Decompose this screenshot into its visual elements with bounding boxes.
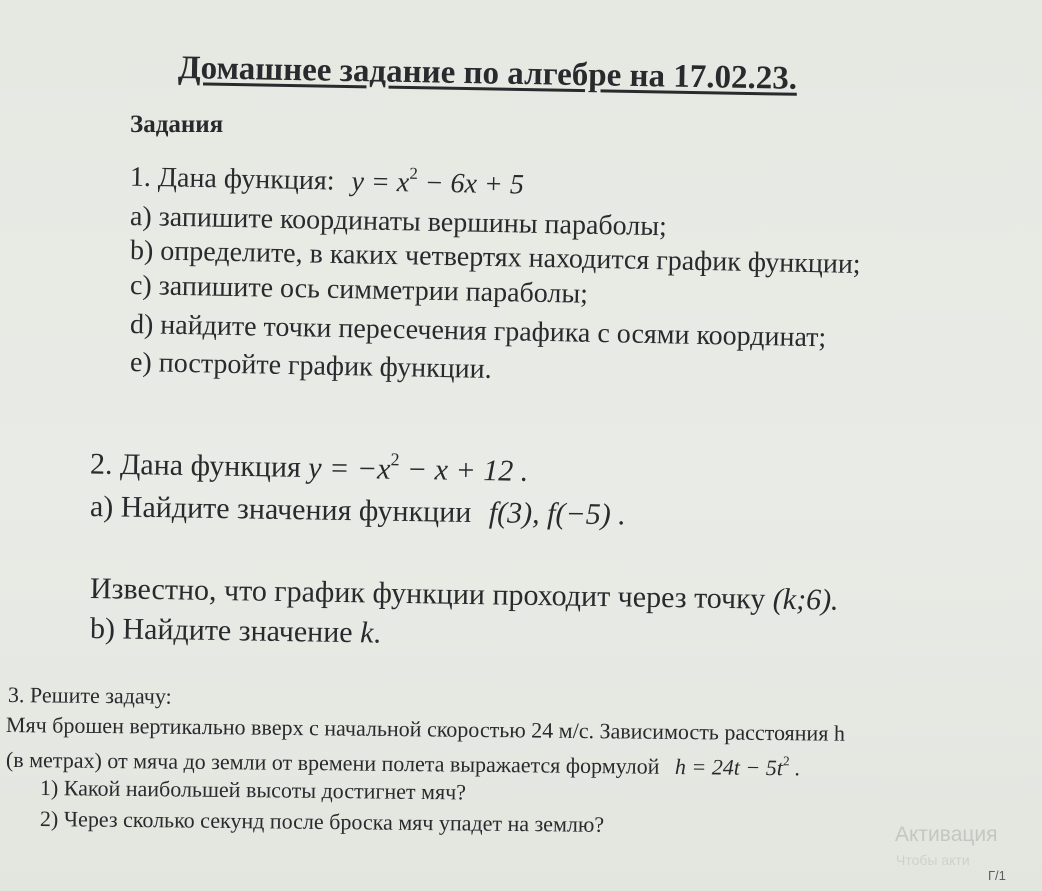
task1-formula: $y = x^2 - 6x + 5$ (351, 163, 525, 201)
task3-line2: (в метрах) от мяча до земли от времени полета выражается формулой $h = 24t - 5t^2$ . (5, 746, 801, 781)
task2-b-var: k (359, 616, 374, 650)
activation-watermark: Активация (895, 823, 998, 846)
task2-item-b: b) Найдите значение k. (89, 612, 382, 650)
task1-item-e: e) постройте график функции. (129, 347, 492, 385)
task3-heading: 3. Решите задачу: (7, 682, 172, 709)
task2-known (90, 574, 839, 616)
task2-formula: $y = -x^2 - x + 12$ . (308, 448, 529, 488)
section-heading: Задания (130, 111, 224, 138)
task2-a-text: a) Найдите значения функции (89, 490, 472, 529)
task2-a-formula: f(3), f(−5) . (488, 496, 626, 532)
corner-mark: Г/1 (988, 868, 1006, 883)
task1-item-b: b) определите, в каких четвертях находится график функции; (129, 235, 861, 281)
task3-formula: $h = 24t - 5t^2$ . (674, 753, 801, 781)
task2-b-text: b) Найдите значение (89, 612, 353, 650)
task1-item-d: d) найдите точки пересечения графика с осями координат; (129, 309, 827, 354)
task3-question-2: 2) Через сколько секунд после броска мяч упадет на землю? (39, 806, 605, 837)
task1-item-a: a) запишите координаты вершины параболы; (129, 201, 668, 243)
task1-label: 1. Дана функция: (129, 161, 335, 197)
task3-question-1: 1) Какой наибольшей высоты достигнет мяч? (39, 775, 467, 805)
task2-item-a (90, 492, 626, 530)
task1-item-c: c) запишите ось симметрии параболы; (129, 270, 589, 310)
activation-watermark-sub: Чтобы акти (896, 852, 970, 868)
task2-known-text: Известно, что график функции проходит через точку (89, 572, 766, 616)
task2-heading (90, 445, 529, 486)
task2-label: 2. Дана функция (89, 447, 302, 484)
task2-known-point: (k;6). (772, 582, 839, 617)
page-title: Домашнее задание по алгебре на 17.02.23. (177, 50, 798, 97)
task3-line1: Мяч брошен вертикально вверх с начальной скоростью 24 м/с. Зависимость расстояния h (5, 712, 846, 746)
task1-heading (130, 160, 525, 199)
